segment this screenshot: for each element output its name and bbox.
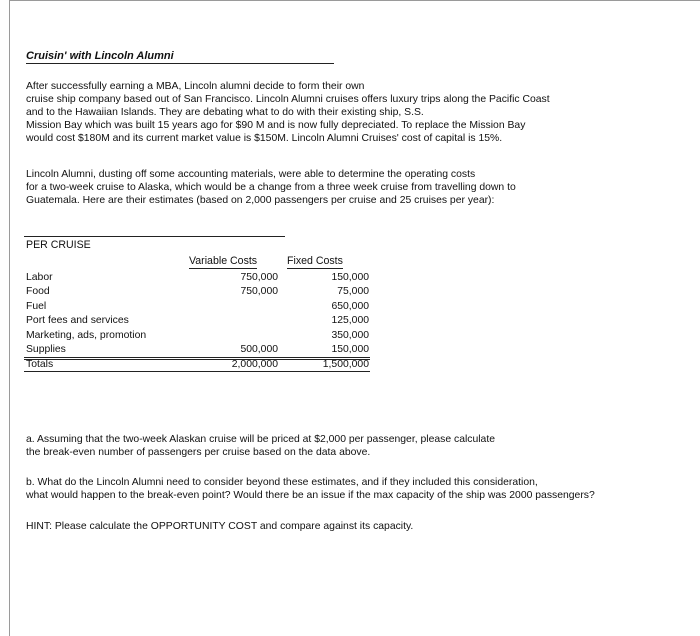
intro-line: would cost $180M and its current market value is $150M. Lincoln Alumni Cruises' cost of capital is 15%.: [26, 133, 503, 144]
table-caption: PER CRUISE: [26, 239, 91, 251]
question-a-line: the break-even number of passengers per cruise based on the data above.: [26, 447, 371, 458]
row-label-fuel: Fuel: [26, 301, 47, 312]
intro-line: and to the Hawaiian Islands. They are debating what to do with their existing ship, S.S.: [26, 107, 424, 118]
cell-port-fees-fixed: 125,000: [331, 315, 369, 326]
question-b: [26, 476, 595, 502]
question-a: [26, 433, 495, 459]
costs-intro-line: for a two-week cruise to Alaska, which would be a change from a three week cruise from travelling down to: [26, 182, 516, 193]
row-label-labor: Labor: [26, 272, 53, 283]
cell-fuel-fixed: 650,000: [331, 301, 369, 312]
cell-totals-fixed: 1,500,000: [322, 359, 369, 370]
cell-food-fixed: 75,000: [337, 286, 369, 297]
totals-bottom-rule: [24, 371, 370, 372]
column-header-fixed: Fixed Costs: [287, 255, 343, 267]
cell-supplies-variable: 500,000: [240, 344, 278, 355]
row-label-food: Food: [26, 286, 50, 297]
cell-totals-variable: 2,000,000: [231, 359, 278, 370]
document-title: Cruisin' with Lincoln Alumni: [26, 50, 334, 64]
intro-line: Mission Bay which was built 15 years ago for $90 M and is now fully depreciated. To replace the Mission Bay: [26, 120, 526, 131]
cell-labor-variable: 750,000: [240, 272, 278, 283]
row-label-marketing: Marketing, ads, promotion: [26, 330, 147, 341]
table-top-rule: [24, 236, 285, 237]
costs-intro-paragraph: [26, 168, 516, 207]
costs-intro-line: Guatemala. Here are their estimates (based on 2,000 passengers per cruise and 25 cruises per year):: [26, 195, 495, 206]
question-b-line: what would happen to the break-even point? Would there be an issue if the max capacity of the ship was 2000 passengers?: [26, 490, 595, 501]
cell-supplies-fixed: 150,000: [331, 344, 369, 355]
costs-intro-line: Lincoln Alumni, dusting off some accounting materials, were able to determine the operating costs: [26, 169, 476, 180]
cell-labor-fixed: 150,000: [331, 272, 369, 283]
row-label-supplies: Supplies: [26, 344, 66, 355]
column-header-variable: Variable Costs: [189, 255, 258, 267]
cell-food-variable: 750,000: [240, 286, 278, 297]
question-b-line: b. What do the Lincoln Alumni need to consider beyond these estimates, and if they included this consideration,: [26, 477, 538, 488]
intro-line: cruise ship company based out of San Francisco. Lincoln Alumni cruises offers luxury trips along the Pacific Coast: [26, 94, 550, 105]
cell-marketing-fixed: 350,000: [331, 330, 369, 341]
intro-line: After successfully earning a MBA, Lincoln alumni decide to form their own: [26, 81, 365, 92]
intro-paragraph: [26, 80, 550, 145]
hint-text: HINT: Please calculate the OPPORTUNITY COST and compare against its capacity.: [26, 521, 414, 532]
question-a-line: a. Assuming that the two-week Alaskan cruise will be priced at $2,000 per passenger, please calculate: [26, 434, 496, 445]
row-label-port-fees: Port fees and services: [26, 315, 129, 326]
row-label-totals: Totals: [26, 359, 54, 370]
